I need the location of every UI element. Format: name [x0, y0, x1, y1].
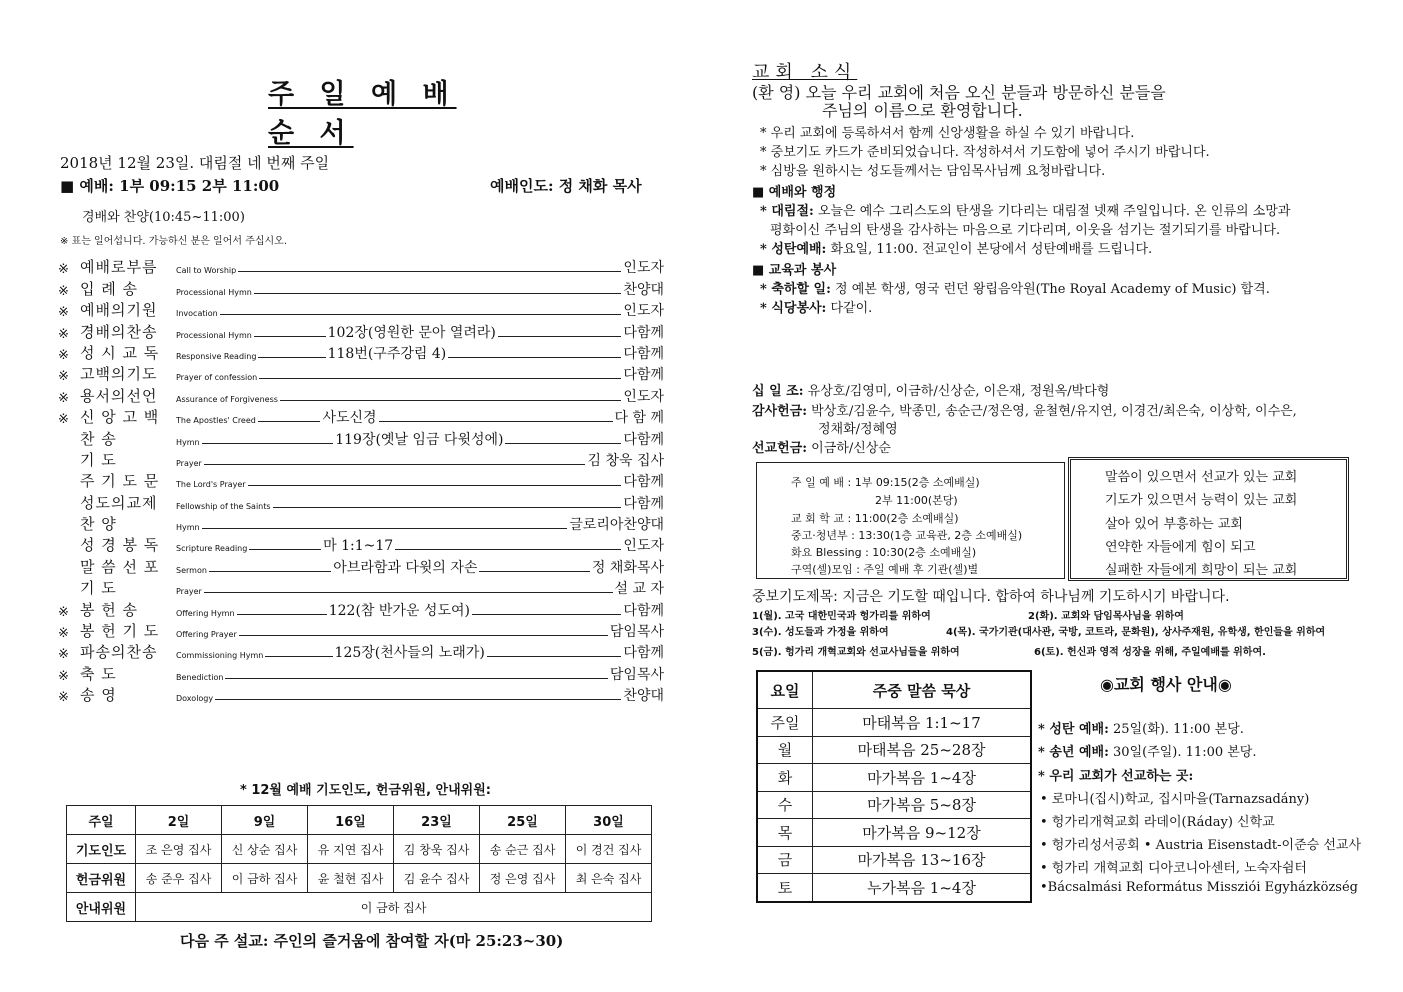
- table-cell: 월: [757, 736, 813, 764]
- stand-note: ※ 표는 일어섭니다. 가능하신 분은 일어서 주십시오.: [60, 236, 288, 247]
- weekly-bible-table: [756, 670, 1032, 903]
- table-header-cell: 16일: [308, 806, 394, 835]
- monthly-roster-title: * 12월 예배 기도인도, 헌금위원, 안내위원:: [240, 783, 491, 798]
- leader-line: [202, 528, 568, 529]
- section-education: ■ 교육과 봉사: [752, 263, 837, 278]
- event-label: * 송년 예배:: [1038, 745, 1109, 760]
- leader-line: [248, 485, 622, 486]
- order-item: [58, 491, 664, 512]
- event-label: * 성탄 예배:: [1038, 722, 1109, 737]
- leader-line: [448, 357, 621, 358]
- leader-line: [395, 549, 621, 550]
- order-title-ko: 파송의찬송: [80, 643, 158, 662]
- table-row: [757, 846, 1031, 874]
- leader-line: [479, 571, 589, 572]
- order-title-ko: 봉 헌 송: [80, 600, 139, 619]
- stand-mark: ※: [58, 326, 69, 342]
- table-cell: 기도인도: [67, 835, 136, 864]
- table-row: [67, 864, 652, 893]
- church-news-title: 교회 소식: [752, 62, 858, 83]
- table-cell: 조 은영 집사: [136, 835, 222, 864]
- leader-line: [258, 421, 321, 422]
- order-title-en: Invocation: [176, 309, 218, 319]
- table-row: [757, 791, 1031, 819]
- table-cell: 목: [757, 819, 813, 847]
- order-title-en: Doxology: [176, 694, 214, 704]
- order-title-ko: 예배의기원: [80, 301, 158, 320]
- table-cell: 마가복음 5~8장: [813, 791, 1032, 819]
- table-header-cell: 23일: [394, 806, 480, 835]
- notice-item: * 심방을 원하시는 성도들께서는 담임목사님께 요청바랍니다.: [760, 164, 1106, 179]
- table-cell: 마가복음 13~16장: [813, 846, 1032, 874]
- order-item: [58, 427, 664, 448]
- thanks-names: 박상호/김윤수, 박종민, 송순근/정은영, 윤철현/유지연, 이경건/최은숙, 이상학, 이수은,: [807, 404, 1297, 419]
- welcome-line: (환 영) 오늘 우리 교회에 처음 오신 분들과 방문하신 분들을: [752, 83, 1166, 102]
- order-title-ko: 성 경 봉 독: [80, 536, 160, 555]
- next-week-sermon: 다음 주 설교: 주인의 즐거움에 참여할 자(마 25:23~30): [180, 932, 564, 950]
- monthly-roster-table: [66, 805, 652, 922]
- table-cell: 김 윤수 집사: [394, 864, 480, 893]
- order-person: 다함께: [623, 602, 664, 619]
- table-cell: 주일: [757, 709, 813, 737]
- worship-times: ■ 예배: 1부 09:15 2부 11:00: [60, 177, 280, 195]
- order-title-ko: 기 도: [80, 579, 117, 598]
- order-person: 인도자: [623, 303, 664, 320]
- christmas-label: * 성탄예배:: [760, 242, 827, 257]
- table-cell: 헌금위원: [67, 864, 136, 893]
- order-title-ko: 축 도: [80, 664, 117, 683]
- stand-mark: ※: [58, 369, 69, 385]
- church-motto-box: [1068, 457, 1349, 581]
- order-detail: 사도신경: [322, 410, 377, 427]
- order-person: 인도자: [623, 260, 664, 277]
- order-title-ko: 성도의교제: [80, 493, 158, 512]
- prayer-topic: 3(수). 성도들과 가정을 위하여: [752, 627, 889, 638]
- table-cell: 누가복음 1~4장: [813, 874, 1032, 902]
- mission-place: • 로마니(집시)학교, 집시마을(Tarnazsadány): [1040, 792, 1310, 807]
- table-cell: 김 창욱 집사: [394, 835, 480, 864]
- order-title-en: The Lord's Prayer: [176, 480, 246, 490]
- table-cell: 마가복음 9~12장: [813, 819, 1032, 847]
- stand-mark: ※: [58, 283, 69, 299]
- table-cell: 신 상순 집사: [222, 835, 308, 864]
- christmas-notice: [760, 238, 1152, 257]
- advent-label: * 대림절:: [760, 204, 814, 219]
- motto-line: 실패한 자들에게 희망이 되는 교회: [1105, 563, 1298, 578]
- table-row: [757, 764, 1031, 792]
- order-detail: 마 1:1~17: [323, 538, 394, 555]
- leader-line: [239, 635, 608, 636]
- order-detail: 118번(구주강림 4): [327, 345, 447, 362]
- table-cell: 정 은영 집사: [480, 864, 566, 893]
- order-item: [58, 577, 664, 598]
- table-cell: 유 지연 집사: [308, 835, 394, 864]
- order-item: [58, 277, 664, 298]
- leader-line: [472, 614, 621, 615]
- prayer-topic: 6(토). 헌신과 영적 성장을 위해, 주일예배를 위하여.: [1034, 647, 1266, 658]
- stand-mark: ※: [58, 412, 69, 428]
- motto-line: 기도가 있으면서 능력이 있는 교회: [1105, 493, 1298, 508]
- motto-line: 연약한 자들에게 힘이 되고: [1105, 540, 1256, 555]
- order-title-en: Prayer: [176, 587, 202, 597]
- order-detail: 102장(영원한 문아 열려라): [327, 324, 496, 341]
- stand-mark: ※: [58, 626, 69, 642]
- order-title-ko: 용서의선언: [80, 386, 158, 405]
- meal-label: * 식당봉사:: [760, 301, 827, 316]
- section-worship-admin: ■ 예배와 행정: [752, 185, 837, 200]
- order-title-en: Hymn: [176, 523, 200, 533]
- mission-label: 선교헌금:: [752, 441, 808, 456]
- order-title-ko: 성 시 교 독: [80, 343, 160, 362]
- table-cell: 이 금하 집사: [136, 893, 652, 922]
- prayer-topic: 1(월). 고국 대한민국과 헝가리를 위하여: [752, 611, 931, 622]
- table-cell: 마태복음 25~28장: [813, 736, 1032, 764]
- leader-line: [225, 678, 607, 679]
- leader-line: [204, 464, 586, 465]
- order-title-ko: 송 영: [80, 686, 117, 705]
- order-title-ko: 주 기 도 문: [80, 472, 160, 491]
- congrats-text: 정 예본 학생, 영국 런던 왕립음악원(The Royal Academy of Music) 합격.: [830, 282, 1270, 297]
- order-item: [58, 384, 664, 405]
- schedule-line: 주 일 예 배 : 1부 09:15(2층 소예배실): [791, 476, 980, 489]
- welcome-line: 주님의 이름으로 환영합니다.: [822, 101, 1023, 120]
- mission-place: • 헝가리개혁교회 라데이(Ráday) 신학교: [1040, 815, 1275, 830]
- table-header-cell: 주일: [67, 806, 136, 835]
- order-title-ko: 고백의기도: [80, 365, 158, 384]
- leader-line: [204, 592, 613, 593]
- table-header-cell: 9일: [222, 806, 308, 835]
- stand-mark: ※: [58, 604, 69, 620]
- leader-line: [258, 357, 325, 358]
- table-header-cell: 2일: [136, 806, 222, 835]
- table-row: [757, 736, 1031, 764]
- leader-line: [505, 443, 621, 444]
- order-person: 인도자: [623, 538, 664, 555]
- order-title-en: Commissioning Hymn: [176, 651, 264, 661]
- worship-leader: 예배인도: 정 채화 목사: [490, 177, 642, 195]
- order-person: 글로리아찬양대: [569, 517, 664, 534]
- order-title-ko: 경배의찬송: [80, 322, 158, 341]
- motto-line: 말씀이 있으면서 선교가 있는 교회: [1105, 470, 1298, 485]
- order-person: 다함께: [623, 495, 664, 512]
- order-title-ko: 예배로부름: [80, 258, 158, 277]
- order-title-ko: 말 씀 선 포: [80, 557, 160, 576]
- order-title-en: Processional Hymn: [176, 330, 252, 340]
- stand-mark: ※: [58, 347, 69, 363]
- mission-place: •Bácsalmási Református Missziói Egyházközség: [1040, 880, 1358, 895]
- order-title-ko: 봉 헌 기 도: [80, 622, 160, 641]
- stand-mark: ※: [58, 690, 69, 706]
- order-item: [58, 641, 664, 662]
- order-title-en: Assurance of Forgiveness: [176, 394, 278, 404]
- mission-line: [752, 437, 891, 456]
- order-title-en: Scripture Reading: [176, 544, 248, 554]
- service-date: 2018년 12월 23일. 대림절 네 번째 주일: [60, 154, 330, 172]
- stand-mark: ※: [58, 390, 69, 406]
- table-header-row: [757, 671, 1031, 709]
- event-text: 25일(화). 11:00 본당.: [1108, 722, 1244, 737]
- order-person: 담임목사: [609, 666, 664, 683]
- advent-notice-cont: 평화이신 주님의 탄생을 감사하는 마음으로 기다리며, 이웃을 섬기는 절기되기를 바랍니다.: [770, 223, 1281, 238]
- order-item: [58, 320, 664, 341]
- order-item: [58, 555, 664, 576]
- notice-item: * 중보기도 카드가 준비되었습니다. 작성하셔서 기도함에 넣어 주시기 바랍니다.: [760, 145, 1210, 160]
- christmas-text: 화요일, 11:00. 전교인이 본당에서 성탄예배를 드립니다.: [826, 242, 1153, 257]
- order-item: [58, 449, 664, 470]
- order-title-en: Processional Hymn: [176, 287, 252, 297]
- leader-line: [249, 549, 321, 550]
- order-title-en: Offering Prayer: [176, 630, 237, 640]
- schedule-line: 구역(셀)모임 : 주일 예배 후 기관(셀)별: [791, 563, 979, 576]
- order-item: [58, 406, 664, 427]
- leader-line: [237, 614, 327, 615]
- order-title-ko: 입 례 송: [80, 279, 139, 298]
- order-person: 다함께: [623, 367, 664, 384]
- thanks-line-cont: 정채화/정혜영: [818, 422, 898, 437]
- welcome-message: [752, 84, 1166, 120]
- order-title-en: Benediction: [176, 672, 224, 682]
- table-header-cell: 30일: [566, 806, 652, 835]
- table-cell: 마태복음 1:1~17: [813, 709, 1032, 737]
- advent-notice: [760, 200, 1290, 219]
- order-title-en: Call to Worship: [176, 266, 237, 276]
- service-schedule-box: [756, 462, 1065, 579]
- mission-place: • 헝가리 개혁교회 디아코니아센터, 노숙자쉼터: [1040, 861, 1307, 876]
- table-cell: 최 은숙 집사: [566, 864, 652, 893]
- order-title-ko: 찬 송: [80, 429, 117, 448]
- order-item: [58, 342, 664, 363]
- table-cell: 윤 철현 집사: [308, 864, 394, 893]
- table-cell: 송 순근 집사: [480, 835, 566, 864]
- meal-text: 다같이.: [826, 301, 873, 316]
- table-row: [757, 874, 1031, 902]
- table-header-cell: 25일: [480, 806, 566, 835]
- order-of-worship: [58, 256, 664, 705]
- table-cell: 마가복음 1~4장: [813, 764, 1032, 792]
- leader-line: [254, 293, 622, 294]
- leader-line: [265, 656, 332, 657]
- prayer-topic: 2(화). 교회와 담임목사님을 위하여: [1028, 611, 1184, 622]
- table-row: [757, 819, 1031, 847]
- congrats-label: * 축하할 일:: [760, 282, 831, 297]
- table-row: [757, 709, 1031, 737]
- thanks-label: 감사헌금:: [752, 404, 808, 419]
- praise-time: 경배와 찬양(10:45~11:00): [82, 210, 245, 225]
- motto-line: 살아 있어 부흥하는 교회: [1105, 517, 1243, 532]
- notice-item: * 우리 교회에 등록하셔서 함께 신앙생활을 하실 수 있기 바랍니다.: [760, 126, 1135, 141]
- order-person: 다함께: [623, 645, 664, 662]
- leader-line: [254, 336, 326, 337]
- schedule-line: 중고·청년부 : 13:30(1층 교육관, 2층 소예배실): [791, 529, 1023, 542]
- order-person: 다함께: [623, 324, 664, 341]
- order-title-en: Hymn: [176, 437, 200, 447]
- order-detail: 아브라함과 다윗의 자손: [333, 559, 478, 576]
- order-title-en: Fellowship of the Saints: [176, 501, 271, 511]
- order-title-en: Prayer: [176, 458, 202, 468]
- table-cell: 이 경건 집사: [566, 835, 652, 864]
- order-person: 찬양대: [623, 281, 664, 298]
- leader-line: [259, 378, 621, 379]
- leader-line: [379, 421, 613, 422]
- order-item: [58, 620, 664, 641]
- advent-text: 오늘은 예수 그리스도의 탄생을 기다리는 대림절 넷째 주일입니다. 온 인류의 소망과: [813, 204, 1291, 219]
- table-cell: 토: [757, 874, 813, 902]
- mission-place: • 헝가리성서공회 • Austria Eisenstadt-이준승 선교사: [1040, 838, 1361, 853]
- tithe-line: [752, 380, 1109, 399]
- order-item: [58, 513, 664, 534]
- tithe-label: 십 일 조:: [752, 384, 804, 399]
- order-title-ko: 신 앙 고 백: [80, 408, 160, 427]
- event-text: 30일(주일). 11:00 본당.: [1108, 745, 1257, 760]
- table-row: [67, 835, 652, 864]
- order-person: 인도자: [623, 388, 664, 405]
- leader-line: [280, 400, 622, 401]
- order-person: 담임목사: [609, 624, 664, 641]
- order-person: 정 채화목사: [591, 559, 664, 576]
- table-cell: 송 준우 집사: [136, 864, 222, 893]
- mission-names: 이금하/신상순: [807, 441, 891, 456]
- order-title-ko: 찬 양: [80, 515, 117, 534]
- prayer-topic: 5(금). 헝가리 개혁교회와 선교사님들을 위하여: [752, 647, 960, 658]
- table-header-cell: 요일: [757, 671, 813, 709]
- meal-notice: [760, 297, 872, 316]
- leader-line: [238, 271, 621, 272]
- order-title-ko: 기 도: [80, 450, 117, 469]
- table-cell: 금: [757, 846, 813, 874]
- thanks-line: [752, 400, 1297, 419]
- order-person: 다함께: [623, 474, 664, 491]
- order-item: [58, 598, 664, 619]
- event-year-end: [1038, 741, 1257, 760]
- table-header-cell: 주중 말씀 묵상: [813, 671, 1032, 709]
- event-christmas: [1038, 718, 1244, 737]
- tithe-names: 유상호/김영미, 이금하/신상순, 이은재, 정원옥/박다형: [803, 384, 1110, 399]
- order-detail: 125장(천사들의 노래가): [334, 645, 485, 662]
- leader-line: [209, 571, 331, 572]
- table-cell: 수: [757, 791, 813, 819]
- order-title-en: Responsive Reading: [176, 351, 257, 361]
- event-mission-label: * 우리 교회가 선교하는 곳:: [1038, 769, 1194, 784]
- leader-line: [273, 507, 622, 508]
- leader-line: [498, 336, 622, 337]
- page-title: 주 일 예 배 순 서: [268, 79, 457, 149]
- schedule-line: 2부 11:00(본당): [875, 494, 958, 507]
- congrats-notice: [760, 278, 1270, 297]
- order-detail: 122(참 반가운 성도여): [328, 602, 470, 619]
- order-title-en: The Apostles' Creed: [176, 416, 256, 426]
- order-person: 다함께: [623, 431, 664, 448]
- leader-line: [220, 314, 622, 315]
- table-row: [67, 893, 652, 922]
- schedule-line: 교 회 학 교 : 11:00(2층 소예배실): [791, 512, 959, 525]
- table-header-row: [67, 806, 652, 835]
- leader-line: [487, 656, 622, 657]
- order-detail: 119장(옛날 임금 다윗성에): [335, 431, 504, 448]
- order-item: [58, 534, 664, 555]
- order-person: 다함께: [623, 345, 664, 362]
- prayer-topics-title: 중보기도제목: 지금은 기도할 때입니다. 합하여 하나님께 기도하시기 바랍니다.: [752, 589, 1230, 605]
- stand-mark: ※: [58, 668, 69, 684]
- order-item: [58, 662, 664, 683]
- leader-line: [202, 443, 334, 444]
- leader-line: [215, 699, 621, 700]
- order-person: 찬양대: [623, 688, 664, 705]
- stand-mark: ※: [58, 647, 69, 663]
- prayer-topic: 4(목). 국가기관(대사관, 국방, 코트라, 문화원), 상사주재원, 유학생, 한인들을 위하여: [946, 627, 1326, 638]
- stand-mark: ※: [58, 305, 69, 321]
- order-title-en: Prayer of confession: [176, 373, 258, 383]
- order-item: [58, 299, 664, 320]
- table-cell: 이 금하 집사: [222, 864, 308, 893]
- order-title-en: Offering Hymn: [176, 608, 235, 618]
- stand-mark: ※: [58, 262, 69, 278]
- order-person: 다 함 께: [614, 410, 664, 427]
- order-person: 김 창욱 집사: [587, 452, 664, 469]
- church-events-title: ◉교회 행사 안내◉: [1100, 675, 1232, 694]
- order-item: [58, 470, 664, 491]
- order-item: [58, 363, 664, 384]
- schedule-line: 화요 Blessing : 10:30(2층 소예배실): [791, 546, 977, 559]
- table-cell: 안내위원: [67, 893, 136, 922]
- order-person: 설 교 자: [614, 581, 664, 598]
- order-item: [58, 256, 664, 277]
- table-cell: 화: [757, 764, 813, 792]
- order-item: [58, 684, 664, 705]
- order-title-en: Sermon: [176, 565, 207, 575]
